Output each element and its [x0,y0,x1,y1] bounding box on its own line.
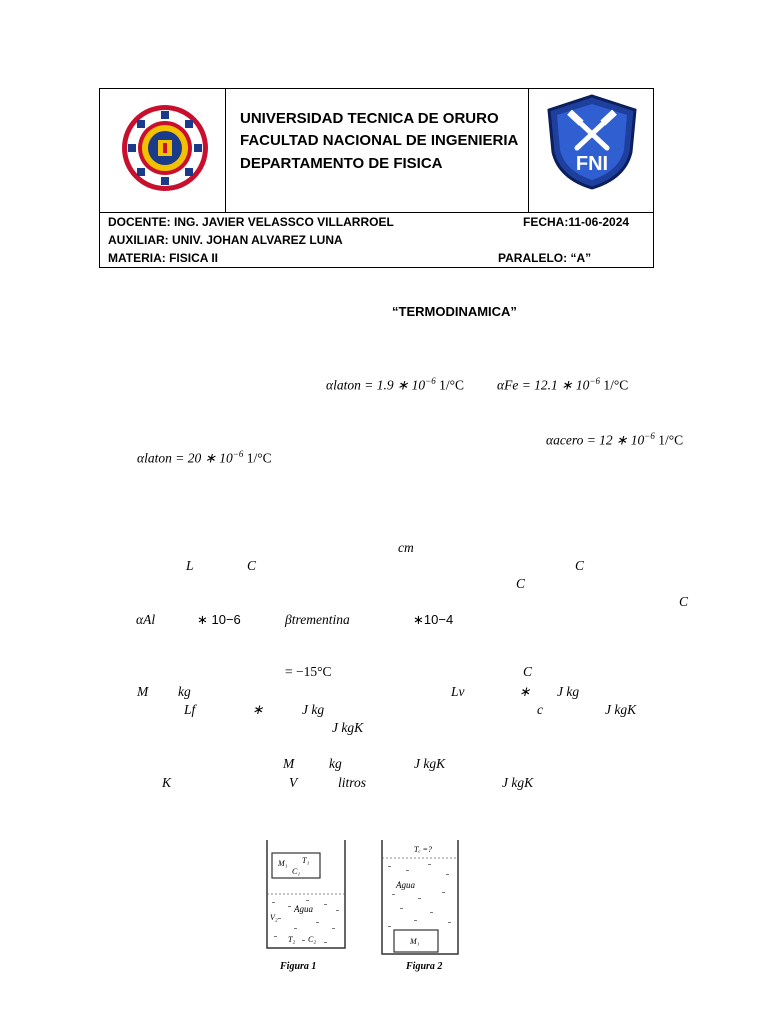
figure-1-block-label: M₁ [278,859,288,868]
beta-value: ∗10−4 [413,612,454,627]
beta-trementina: βtrementina [285,612,350,627]
star-4: ∗ [252,702,264,717]
alpha-acero [546,431,683,449]
figure-1-c2: C₂ [308,935,317,944]
figure-2-container [382,840,458,972]
faculty-name: FACULTAD NACIONAL DE INGENIERIA [240,132,519,149]
alpha-acero-base: αacero = 12 ∗ 10 [546,432,645,448]
unit-jkg-1: J kg [557,684,580,699]
unit-jkg-2: J kg [302,702,325,717]
university-name: UNIVERSIDAD TECNICA DE ORURO [240,110,499,127]
alpha-fe-base: αFe = 12.1 ∗ 10 [497,377,590,393]
fni-logo-text: FNI [575,153,609,175]
auxiliar-line: AUXILIAR: UNIV. JOHAN ALVAREZ LUNA [108,233,343,247]
symbol-C-5: C [523,664,533,679]
unit-cm: cm [398,540,414,555]
containers-figure [258,836,468,974]
symbol-C-4: C [679,594,689,609]
fecha-line: FECHA:11-06-2024 [523,215,630,229]
unit-jkgk-1: J kgK [605,702,637,717]
alpha-laton-2-unit: 1/°C [243,450,272,466]
symbol-L: L [186,558,194,573]
alpha-fe-exp: −6 [589,376,600,386]
fni-shield-icon [545,94,639,190]
fni-logo-cell [529,89,653,212]
unit-kg-1: kg [178,684,191,699]
docente-line: DOCENTE: ING. JAVIER VELASSCO VILLARROEL [108,215,394,229]
symbol-M-2: M [283,756,295,771]
unit-jkgk-3: J kgK [414,756,446,771]
figure-2-water-dots [388,864,451,927]
alpha-al: αAl [136,612,156,627]
figure-2-block-label: M₁ [410,937,420,946]
figure-2-label: Figura 2 [406,961,443,972]
symbol-C-2: C [575,558,585,573]
paralelo-line: PARALELO: “A” [498,251,592,265]
unit-kg-2: kg [329,756,342,771]
alpha-laton-1-unit: 1/°C [435,377,464,393]
figure-2-water: Agua [396,880,415,890]
materia-line: MATERIA: FISICA II [108,251,218,265]
star-3: ∗ [519,684,531,699]
alpha-al-value: ∗ 10−6 [197,612,241,627]
alpha-laton-1 [326,376,464,394]
unit-jkgk-2: J kgK [332,720,364,735]
unit-litros: litros [338,775,367,790]
alpha-laton-2-exp: −6 [232,449,244,459]
department-name: DEPARTAMENTO DE FISICA [240,155,443,172]
figure-1-v2: V₂ [270,913,278,922]
figure-1-water: Agua [294,904,313,914]
alpha-acero-unit: 1/°C [654,432,684,448]
figure-1-label: Figura 1 [280,961,317,972]
page-title: “TERMODINAMICA” [392,304,517,319]
uto-logo-cell [100,89,226,212]
symbol-K: K [162,775,172,790]
symbol-V: V [289,775,298,790]
symbol-C-1: C [247,558,257,573]
figure-1-t1: T₁ [302,856,310,865]
university-title-cell [226,89,529,212]
uto-seal-icon [120,103,210,193]
alpha-fe-unit: 1/°C [599,377,629,393]
symbol-Lf: Lf [184,702,196,717]
symbol-Lv: Lv [451,684,465,699]
figure-1-t2: T₂ [288,935,296,944]
header-top-row [100,89,653,213]
alpha-laton-2 [137,449,272,467]
temperature-value: = −15°C [285,664,332,679]
header-table [99,88,654,268]
alpha-laton-1-exp: −6 [425,376,436,386]
unit-jkgk-4: J kgK [502,775,534,790]
alpha-fe [497,376,628,394]
alpha-laton-1-base: αlaton = 1.9 ∗ 10 [326,377,426,393]
figure-1-c1: C₁ [292,867,301,876]
alpha-acero-exp: −6 [644,431,655,441]
figure-1-container [267,840,345,972]
alpha-laton-2-base: αlaton = 20 ∗ 10 [137,450,233,466]
symbol-C-3: C [516,576,526,591]
symbol-M-1: M [137,684,149,699]
figure-2-te: Tₑ =? [414,845,432,854]
symbol-c: c [537,702,543,717]
